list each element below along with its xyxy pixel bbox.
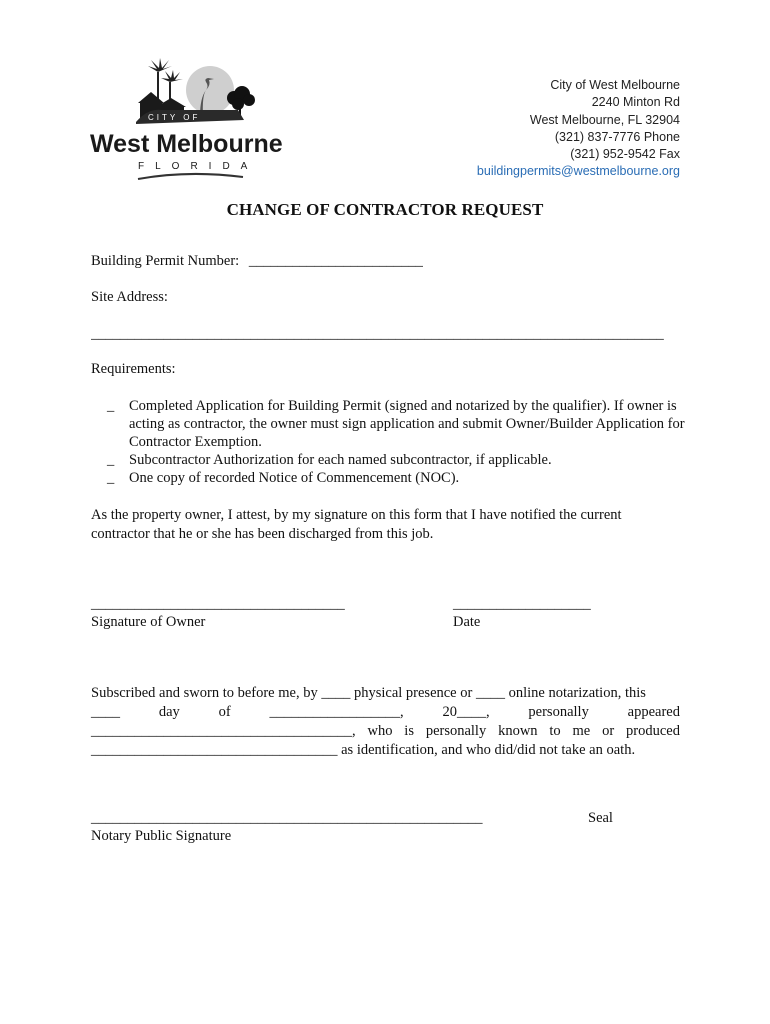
logo-city-name: West Melbourne <box>90 130 283 158</box>
owner-signature-label: Signature of Owner <box>91 614 206 630</box>
contact-fax: (321) 952-9542 Fax <box>570 147 680 162</box>
notary-word: appeared <box>627 704 680 720</box>
list-item <box>91 451 691 469</box>
notary-word: known <box>498 723 538 739</box>
attestation-text: As the property owner, I attest, by my signature on this form that I have notified the current contractor that he or she has been discharged from this job. <box>91 507 622 542</box>
notary-text: Subscribed and sworn to before me, by ____ physical presence or ____ online notarization, this <box>91 685 646 701</box>
notary-month-field[interactable]: __________________, <box>269 704 404 720</box>
permit-number-field[interactable]: ________________________ <box>248 253 423 269</box>
requirement-text: Completed Application for Building Permit (signed and notarized by the qualifier). If owner is acting as contractor, the owner must sign application and submit Owner/Builder Application for Contractor Exemption. <box>129 398 685 450</box>
notary-line-3 <box>91 722 680 741</box>
notary-line-2 <box>91 703 680 722</box>
notary-word: who <box>367 723 393 739</box>
requirements-list <box>91 397 691 487</box>
contact-street: 2240 Minton Rd <box>591 95 680 110</box>
seal-label: Seal <box>588 810 613 826</box>
contact-city: West Melbourne, FL 32904 <box>529 112 680 127</box>
page-title: CHANGE OF CONTRACTOR REQUEST <box>226 200 544 219</box>
notary-paragraph <box>91 684 680 760</box>
contact-org: City of West Melbourne <box>550 78 680 92</box>
notary-line-4 <box>91 741 680 760</box>
site-address-label: Site Address: <box>91 289 168 305</box>
notary-word: day <box>158 704 180 720</box>
contact-email-link[interactable]: buildingpermits@westmelbourne.org <box>476 164 680 179</box>
notary-signature-label: Notary Public Signature <box>91 828 232 844</box>
logo-state: FLORIDA <box>138 161 259 172</box>
requirement-text: Subcontractor Authorization for each named subcontractor, if applicable. <box>129 452 552 468</box>
notary-identification-text[interactable]: __________________________________ as identification, and who did/did not take an oath. <box>91 742 636 758</box>
list-item <box>91 397 691 451</box>
permit-number-row <box>91 253 423 270</box>
requirement-checkbox[interactable]: _ <box>107 452 115 468</box>
owner-signature-field[interactable]: ___________________________________ <box>91 596 345 612</box>
notary-year-field[interactable]: 20____, <box>442 704 490 720</box>
requirement-text: One copy of recorded Notice of Commencement (NOC). <box>129 470 460 486</box>
notary-word: or <box>602 723 615 739</box>
date-label: Date <box>453 614 481 630</box>
contact-phone: (321) 837-7776 Phone <box>554 129 680 144</box>
notary-line-1 <box>91 684 680 703</box>
notary-word: is <box>404 723 414 739</box>
city-logo <box>88 58 300 188</box>
logo-arc-text: CITY OF <box>148 113 201 122</box>
site-address-field[interactable]: _______________________________________________________________________________ <box>91 326 664 342</box>
contact-block <box>477 77 680 181</box>
requirement-checkbox[interactable]: _ <box>107 470 115 486</box>
notary-word: personally <box>425 723 487 739</box>
notary-word: produced <box>626 723 680 739</box>
list-item <box>91 469 691 487</box>
date-field[interactable]: ___________________ <box>453 596 591 612</box>
permit-number-label: Building Permit Number: <box>91 253 240 269</box>
city-seal-graphic <box>88 58 300 188</box>
notary-word: to <box>549 723 561 739</box>
notary-word: personally <box>528 704 589 720</box>
notary-name-field[interactable]: ____________________________________, <box>91 723 356 739</box>
requirements-heading: Requirements: <box>91 361 176 377</box>
notary-word: of <box>218 704 231 720</box>
notary-word: me <box>572 723 591 739</box>
notary-day-field[interactable]: ____ <box>91 704 120 720</box>
requirement-checkbox[interactable]: _ <box>107 398 115 414</box>
notary-signature-field[interactable]: ______________________________________________________ <box>91 810 483 826</box>
